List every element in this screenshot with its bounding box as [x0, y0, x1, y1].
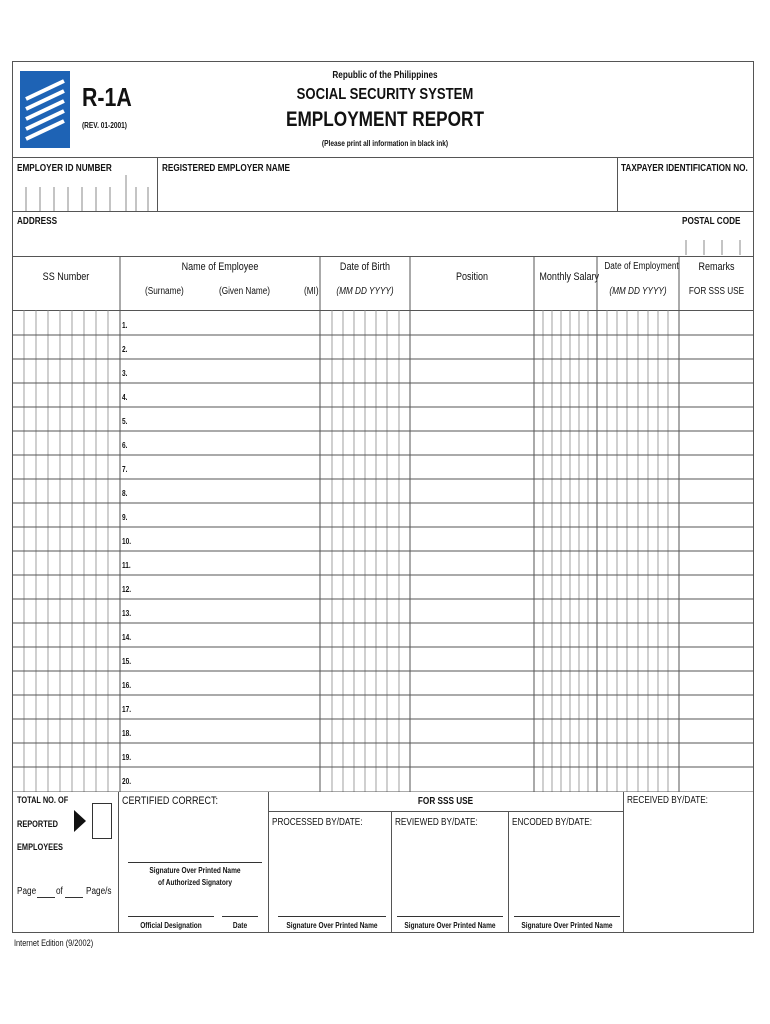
total-label-2: REPORTED	[17, 819, 59, 829]
processed-label: PROCESSED BY/DATE:	[272, 817, 363, 828]
total-employees-field[interactable]	[92, 803, 112, 839]
row-number: 19.	[122, 753, 132, 762]
postal-code-field[interactable]	[682, 228, 752, 255]
agency: SOCIAL SECURITY SYSTEM	[296, 86, 474, 103]
arrow-right-icon	[74, 810, 86, 832]
col-doe: Date of Employment	[604, 261, 679, 272]
processed-sig-label: Signature Over Printed Name	[286, 921, 378, 930]
encoded-sig-label: Signature Over Printed Name	[521, 921, 613, 930]
col-dob-format: (MM DD YYYY)	[336, 286, 394, 297]
instruction: (Please print all information in black ink)	[321, 139, 449, 148]
col-given-name: (Given Name)	[219, 286, 271, 297]
employer-name-label: REGISTERED EMPLOYER NAME	[162, 163, 291, 174]
reviewed-label: REVIEWED BY/DATE:	[395, 817, 478, 828]
reviewed-sig-label: Signature Over Printed Name	[404, 921, 496, 930]
row-number: 9.	[122, 513, 128, 522]
employer-id-label: EMPLOYER ID NUMBER	[17, 163, 112, 174]
postal-code-label: POSTAL CODE	[682, 216, 741, 227]
row-number: 17.	[122, 705, 132, 714]
row-number: 10.	[122, 537, 132, 546]
tin-field[interactable]	[618, 175, 753, 211]
row-number: 4.	[122, 393, 128, 402]
republic: Republic of the Philippines	[332, 70, 438, 81]
page-label: Page	[17, 886, 37, 897]
of-label: of	[56, 886, 63, 897]
authorized-signature-line[interactable]	[128, 862, 262, 863]
sig-label-1: Signature Over Printed Name	[149, 866, 241, 875]
row-number: 12.	[122, 585, 132, 594]
form-code: R-1A	[82, 82, 132, 112]
row-number: 16.	[122, 681, 132, 690]
page-title: EMPLOYMENT REPORT	[285, 108, 485, 131]
total-label-3: EMPLOYEES	[17, 842, 63, 852]
col-remarks-sub: FOR SSS USE	[688, 286, 745, 297]
row-number: 20.	[122, 777, 132, 786]
row-number: 1.	[122, 321, 128, 330]
col-position: Position	[455, 271, 489, 283]
col-dob: Date of Birth	[339, 261, 391, 273]
row-number: 7.	[122, 465, 128, 474]
row-number: 5.	[122, 417, 128, 426]
row-number: 11.	[122, 561, 131, 570]
page-number-field[interactable]	[37, 897, 55, 898]
date-label: Date	[232, 921, 248, 930]
sss-use-label: FOR SSS USE	[417, 796, 474, 807]
row-number: 6.	[122, 441, 128, 450]
processed-signature-line[interactable]	[278, 916, 386, 917]
date-line[interactable]	[222, 916, 258, 917]
edition-label: Internet Edition (9/2002)	[14, 938, 94, 948]
row-number: 15.	[122, 657, 132, 666]
employer-name-field[interactable]	[158, 175, 616, 211]
certified-correct: CERTIFIED CORRECT:	[122, 795, 219, 807]
page-total-field[interactable]	[65, 897, 83, 898]
encoded-signature-line[interactable]	[514, 916, 620, 917]
pages-label: Page/s	[86, 886, 112, 897]
row-number: 2.	[122, 345, 128, 354]
col-salary: Monthly Salary	[539, 271, 600, 283]
row-number: 3.	[122, 369, 128, 378]
sig-label-2: of Authorized Signatory	[157, 878, 233, 887]
total-label-1: TOTAL NO. OF	[17, 795, 69, 805]
sss-logo	[20, 71, 70, 148]
row-number: 14.	[122, 633, 132, 642]
employer-id-field[interactable]	[12, 175, 157, 211]
address-label: ADDRESS	[17, 216, 58, 227]
designation-line[interactable]	[128, 916, 214, 917]
col-ss-number: SS Number	[42, 271, 90, 283]
col-mi: (MI)	[304, 286, 319, 297]
tin-label: TAXPAYER IDENTIFICATION NO.	[621, 163, 748, 174]
reviewed-signature-line[interactable]	[397, 916, 503, 917]
address-field[interactable]	[13, 228, 673, 255]
col-surname: (Surname)	[145, 286, 184, 297]
row-number: 18.	[122, 729, 132, 738]
row-number: 8.	[122, 489, 128, 498]
received-label: RECEIVED BY/DATE:	[627, 795, 708, 806]
encoded-label: ENCODED BY/DATE:	[512, 817, 593, 828]
revision: (REV. 01-2001)	[82, 121, 127, 130]
designation-label: Official Designation	[140, 921, 202, 930]
col-name: Name of Employee	[181, 261, 259, 273]
row-number: 13.	[122, 609, 132, 618]
col-remarks: Remarks	[698, 261, 735, 273]
col-doe-format: (MM DD YYYY)	[609, 286, 667, 297]
